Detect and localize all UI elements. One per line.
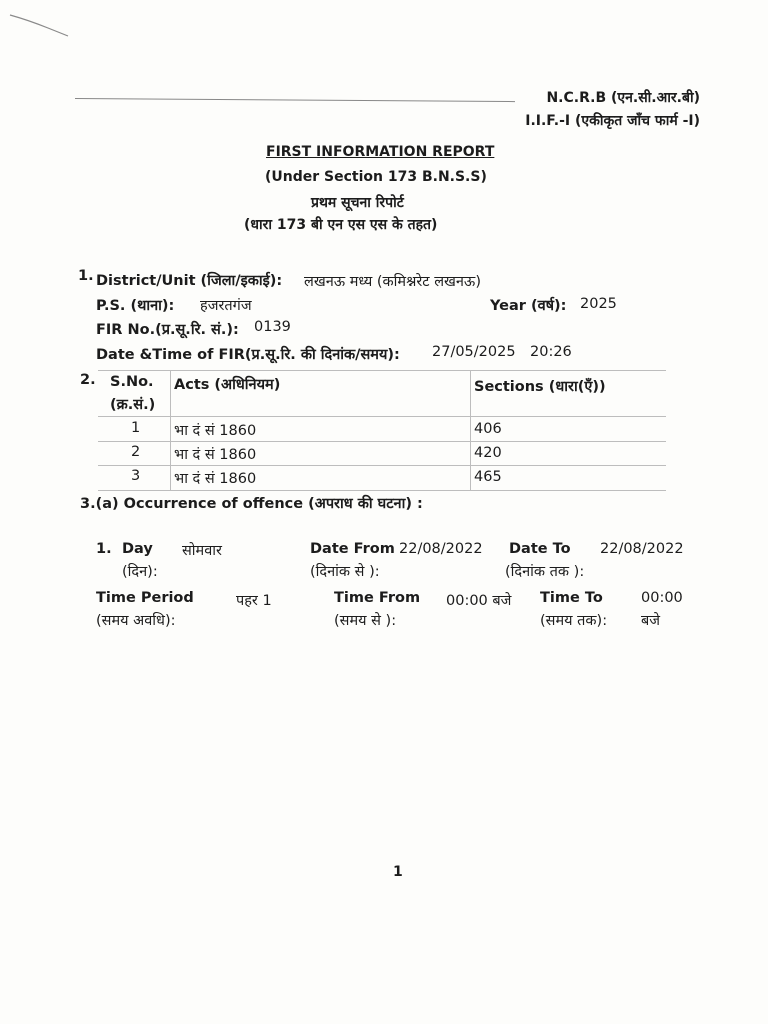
report-title-hi: प्रथम सूचना रिपोर्ट — [311, 195, 404, 211]
table-line — [98, 490, 666, 491]
iif-header: I.I.F.-I (एकीकृत जाँच फार्म -I) — [525, 113, 700, 129]
cell-section: 406 — [474, 421, 502, 437]
occurrence-heading: 3.(a) Occurrence of offence (अपराध की घटना) : — [80, 496, 423, 512]
col-sections-header: Sections (धारा(एँ)) — [474, 379, 606, 395]
item3-sub-number: 1. — [96, 541, 112, 557]
time-to-value-unit: बजे — [641, 613, 661, 629]
ps-label: P.S. (थाना): — [96, 298, 175, 314]
time-to-value: 00:00 — [641, 590, 683, 606]
day-label: Day — [122, 541, 153, 557]
district-value: लखनऊ मध्य (कमिश्नरेट लखनऊ) — [304, 274, 481, 290]
time-from-value: 00:00 बजे — [446, 593, 512, 609]
report-section-hi: (धारा 173 बी एन एस एस के तहत) — [244, 217, 438, 233]
cell-act: भा दं सं 1860 — [174, 447, 257, 463]
district-label: District/Unit (जिला/इकाई): — [96, 273, 283, 289]
cell-section: 465 — [474, 469, 502, 485]
item1-number: 1. — [78, 268, 94, 284]
table-line — [170, 370, 171, 490]
date-from-label-hi: (दिनांक से ): — [310, 564, 380, 580]
header-rule — [75, 98, 515, 102]
day-value: सोमवार — [182, 543, 222, 559]
table-line — [98, 370, 666, 371]
table-line — [98, 441, 666, 442]
report-title: FIRST INFORMATION REPORT — [266, 144, 495, 160]
fir-datetime-label: Date &Time of FIR(प्र.सू.रि. की दिनांक/समय): — [96, 347, 400, 363]
report-section-en: (Under Section 173 B.N.S.S) — [265, 169, 487, 185]
date-from-value: 22/08/2022 — [399, 541, 483, 557]
date-to-value: 22/08/2022 — [600, 541, 684, 557]
time-from-label: Time From — [334, 590, 421, 606]
time-from-label-hi: (समय से ): — [334, 613, 397, 629]
date-from-label: Date From — [310, 541, 395, 557]
fir-time-value: 20:26 — [530, 344, 572, 360]
time-period-label-hi: (समय अवधि): — [96, 613, 176, 629]
cell-sno: 1 — [131, 420, 141, 436]
fir-value: 0139 — [254, 319, 291, 335]
date-to-label-hi: (दिनांक तक ): — [505, 564, 585, 580]
cell-sno: 3 — [131, 468, 141, 484]
col-sno-header-hi: (क्र.सं.) — [110, 397, 156, 413]
col-sno-header: S.No. — [110, 374, 154, 390]
time-period-value: पहर 1 — [236, 593, 272, 609]
page-number: 1 — [393, 864, 403, 880]
table-line — [98, 416, 666, 417]
time-to-label-hi: (समय तक): — [540, 613, 608, 629]
cell-act: भा दं सं 1860 — [174, 423, 257, 439]
table-line — [470, 370, 471, 490]
ncrb-header: N.C.R.B (एन.सी.आर.बी) — [546, 90, 700, 106]
item2-number: 2. — [80, 372, 96, 388]
cell-act: भा दं सं 1860 — [174, 471, 257, 487]
time-to-label: Time To — [540, 590, 603, 606]
year-value: 2025 — [580, 296, 617, 312]
fir-date-value: 27/05/2025 — [432, 344, 516, 360]
year-label: Year (वर्ष): — [490, 298, 567, 314]
time-period-label: Time Period — [96, 590, 194, 606]
date-to-label: Date To — [509, 541, 571, 557]
cell-section: 420 — [474, 445, 502, 461]
table-line — [98, 465, 666, 466]
cell-sno: 2 — [131, 444, 141, 460]
col-acts-header: Acts (अधिनियम) — [174, 377, 281, 393]
ps-value: हजरतगंज — [200, 298, 252, 314]
day-label-hi: (दिन): — [122, 564, 158, 580]
scan-mark — [8, 12, 70, 38]
fir-label: FIR No.(प्र.सू.रि. सं.): — [96, 322, 239, 338]
